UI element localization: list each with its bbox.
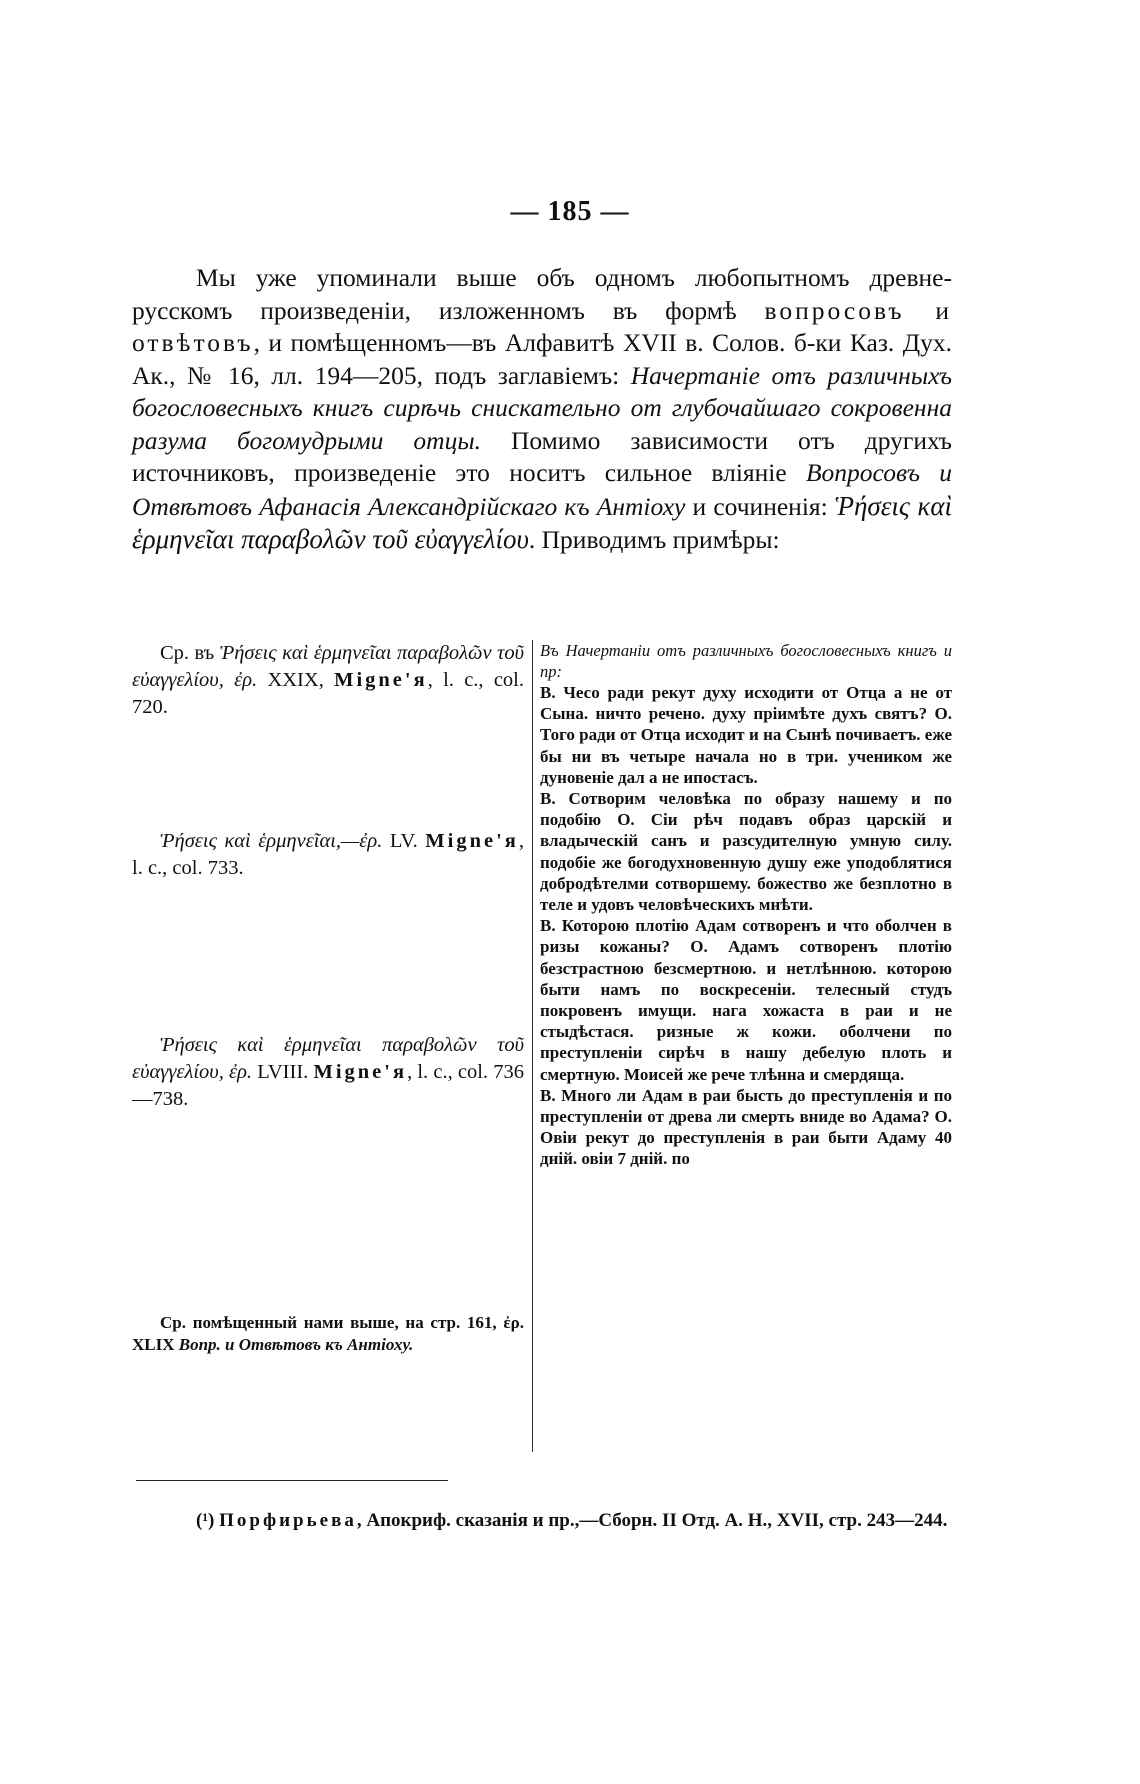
question-answer-1: В. Чесо ради рекут духу исходити от Отца а не от Сына. ничто речено. духу пріимѣте духъ святъ? О. Того ради от Отца исходит и на Сынѣ почиваетъ. еже бы ни въ четыре начала но в три. учеником же дуновеніе дал а не ипостасъ.: [540, 683, 952, 787]
footnote-author: Порфирьева: [219, 1510, 357, 1531]
ref-migne: Migne'я: [334, 669, 428, 691]
page-number: — 185 —: [510, 196, 630, 227]
intro-source-italic: Вопросовъ и Отвѣтовъ Афанасія Александрійскаго къ Антіоху: [132, 458, 952, 521]
parallel-columns: [132, 640, 952, 1452]
ref-text: Ср. въ: [160, 642, 220, 664]
ref-text: LVIII.: [252, 1061, 314, 1083]
ref-text: , l. c., col. 736—738.: [132, 1061, 524, 1110]
reference-4: [132, 1312, 524, 1356]
ref-source-italic: Вопр. и Отвѣтовъ къ Антіоху.: [178, 1335, 414, 1354]
question-answer-2: В. Сотворим человѣка по образу нашему и по подобію О. Сіи рѣч подавъ образ царскій и владыческій санъ и разсудителную умную силу. подобіе же богодухновенную душу еже уподоблятися добродѣтелми сотворшему. божество же безплотно в теле и удовъ человѣческихъ мнѣти.: [540, 789, 952, 915]
intro-text: Мы уже упоминали выше объ одномъ любопытномъ древне-русскомъ произведеніи, изложенномъ въ формѣ: [132, 263, 952, 325]
footnote-text: , Апокриф. сказанія и пр.,—Сборн. II Отд. А. Н., XVII, стр. 243—244.: [356, 1510, 948, 1531]
ref-migne: Migne'я: [313, 1061, 408, 1083]
question-answer-4: В. Много ли Адам в раи бысть до преступленія и по преступленіи от древа ли смерть вниде во Адама? О. Овіи рекут до преступленія в раи быти Адаму 40 дній. овіи 7 дній. по: [540, 1085, 952, 1169]
intro-text: , и помѣщенномъ—въ Алфавитѣ XVII в. Солов. б-ки Каз. Дух. Ак., № 16, лл. 194—205, подъ заглавіемъ:: [132, 328, 952, 390]
ref-text: Ср. помѣщенный нами выше, на стр. 161, ἐρ. XLIX: [132, 1313, 524, 1354]
ref-greek: Ῥήσεις καὶ ἑρμηνεῖαι,—ἐρ.: [160, 830, 383, 852]
intro-paragraph: [132, 262, 952, 557]
ref-text: , l. c., col. 720.: [132, 669, 525, 718]
intro-text: и сочиненія:: [685, 491, 835, 521]
footnote-mark: (¹): [196, 1510, 215, 1531]
reference-1: [132, 640, 524, 721]
ref-greek: Ῥήσεις καὶ ἑρμηνεῖαι παραβολῶν τοῦ εὐαγγελίου, ἐρ.: [132, 1034, 524, 1083]
column-divider: [532, 640, 533, 1452]
intro-title-italic: Начертаніе отъ различныхъ богословесныхъ книгъ сирѣчь снискательно от глубочайшаго сокровенна разума богомудрыми отцы.: [132, 360, 953, 455]
reference-2: [132, 828, 524, 882]
ref-text: LV.: [382, 830, 426, 852]
ref-greek: Ῥήσεις καὶ ἑρμηνεῖαι παραβολῶν τοῦ εὐαγγελίου, ἐρ.: [132, 642, 524, 691]
right-column-text: [540, 640, 952, 1170]
intro-text: Помимо зависимости отъ другихъ источниковъ, произведеніе это носитъ сильное вліяніе: [132, 425, 952, 487]
intro-greek-title: Ῥήσεις καὶ ἑρμηνεῖαι παραβολῶν τοῦ εὐαγγελίου: [132, 490, 952, 554]
question-answer-3: В. Которою плотію Адам сотворенъ и что оболчен в ризы кожаны? О. Адамъ сотворенъ плотію безстрастною безсмертною. и нетлѣнною. которою быти намъ по воскресеніи. телесный студъ покровенъ имущи. нага хожаста в раи и не стыдѣстася. ризные ж кожи. оболчени по преступленіи сирѣч в нашу дебелую плоть и смертную. Моисей же рече тлѣнна и смердяща.: [540, 916, 952, 1084]
right-column-header: Въ Начертаніи отъ различныхъ богословесныхъ книгъ и пр:: [540, 641, 952, 681]
footnote-rule: [136, 1480, 448, 1481]
intro-spaced-text: вопросовъ и отвѣтовъ: [132, 295, 952, 357]
ref-text: XXIX,: [257, 669, 335, 691]
ref-migne: Migne'я: [425, 830, 519, 852]
ref-text: , l. c., col. 733.: [132, 830, 524, 879]
intro-text: . Приводимъ примѣры:: [528, 525, 780, 554]
reference-3: [132, 1032, 524, 1113]
footnote: [132, 1508, 952, 1533]
